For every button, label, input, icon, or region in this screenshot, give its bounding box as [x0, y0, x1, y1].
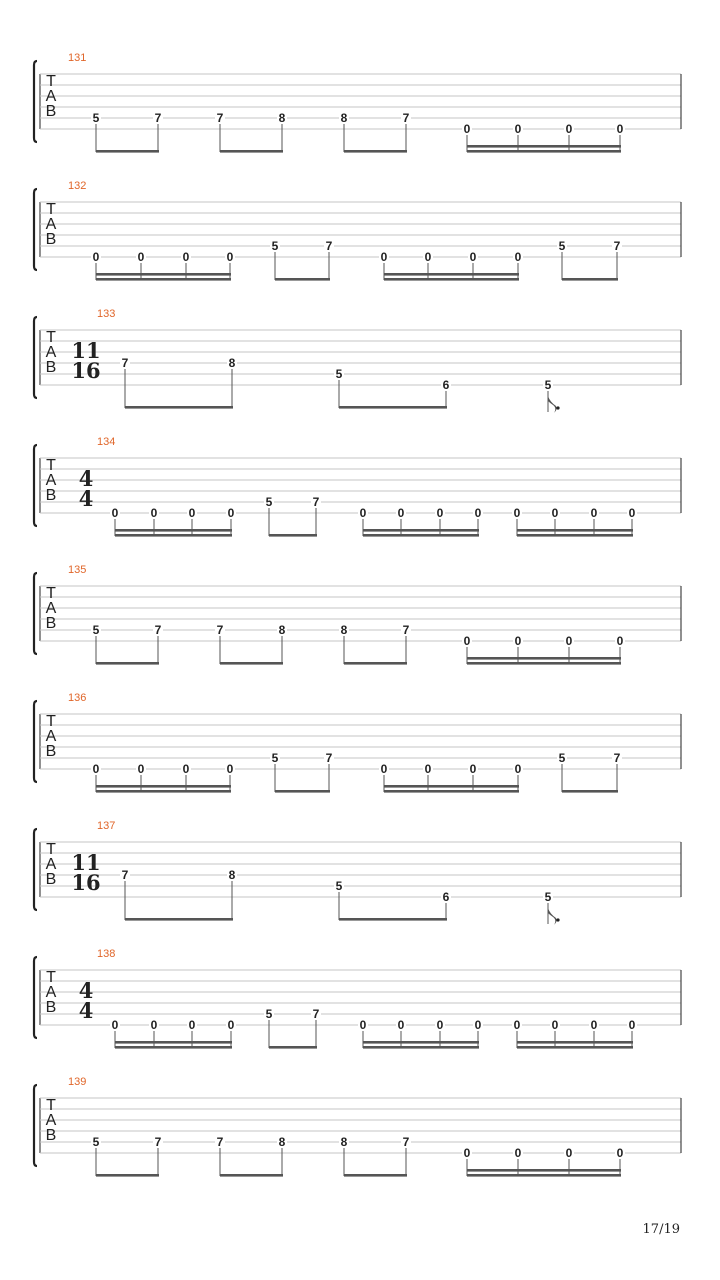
- note-beam: [467, 1169, 621, 1172]
- fret-number: 5: [92, 1135, 100, 1149]
- note-beam: [363, 1041, 479, 1044]
- page-number: 17/19: [642, 1222, 680, 1237]
- measure-number: 137: [97, 820, 116, 832]
- fret-number: 7: [402, 1135, 410, 1149]
- fret-number: 0: [92, 762, 100, 776]
- fret-number: 0: [424, 762, 432, 776]
- fret-number: 0: [463, 634, 471, 648]
- system-bracket: [34, 1085, 37, 1166]
- tab-clef-letter: A: [45, 216, 57, 233]
- time-signature-digit: 11: [71, 850, 101, 875]
- measure-number: 133: [97, 308, 116, 320]
- note-beam: [467, 1174, 621, 1177]
- fret-number: 0: [514, 634, 522, 648]
- note-beam: [363, 529, 479, 532]
- fret-number: 0: [188, 1018, 196, 1032]
- fret-number: 0: [92, 250, 100, 264]
- fret-number: 0: [514, 762, 522, 776]
- note-beam: [517, 534, 633, 537]
- fret-number: 7: [312, 1007, 320, 1021]
- fret-number: 0: [616, 1146, 624, 1160]
- tab-clef-letter: T: [46, 585, 56, 602]
- fret-number: 0: [474, 1018, 482, 1032]
- tab-clef-letter: T: [46, 841, 56, 858]
- measure-number: 134: [97, 436, 116, 448]
- note-beam: [125, 406, 233, 409]
- note-beam: [384, 790, 519, 793]
- fret-number: 0: [590, 1018, 598, 1032]
- note-beam: [96, 790, 231, 793]
- measure-number: 136: [68, 692, 87, 704]
- note-beam: [275, 278, 330, 281]
- tab-clef-letter: T: [46, 73, 56, 90]
- measure-number: 139: [68, 1076, 87, 1088]
- fret-number: 0: [436, 506, 444, 520]
- fret-number: 8: [340, 623, 348, 637]
- system-bracket: [34, 829, 37, 910]
- note-beam: [115, 1041, 232, 1044]
- system-bracket: [34, 61, 37, 142]
- fret-number: 7: [121, 868, 129, 882]
- fret-number: 7: [121, 356, 129, 370]
- fret-number: 0: [137, 250, 145, 264]
- fret-number: 5: [271, 751, 279, 765]
- note-flag: [548, 396, 557, 413]
- note-beam: [517, 529, 633, 532]
- measure-number: 132: [68, 180, 87, 192]
- fret-number: 0: [397, 1018, 405, 1032]
- tab-clef-letter: B: [45, 999, 57, 1016]
- staff-system: [34, 52, 681, 153]
- note-beam: [96, 1174, 159, 1177]
- note-beam: [96, 278, 231, 281]
- note-beam: [220, 150, 283, 153]
- fret-number: 7: [216, 111, 224, 125]
- tab-clef-letter: B: [45, 1127, 57, 1144]
- tab-clef-letter: B: [45, 743, 57, 760]
- note-beam: [344, 662, 407, 665]
- time-signature-digit: 4: [78, 466, 94, 491]
- note-beam: [220, 662, 283, 665]
- staff-system: [34, 180, 681, 281]
- note-beam: [344, 150, 407, 153]
- note-beam: [363, 534, 479, 537]
- fret-number: 5: [335, 879, 343, 893]
- note-beam: [339, 918, 447, 921]
- fret-number: 8: [340, 1135, 348, 1149]
- tab-clef-letter: T: [46, 457, 56, 474]
- fret-number: 5: [335, 367, 343, 381]
- time-signature-digit: 4: [78, 978, 94, 1003]
- note-beam: [467, 150, 621, 153]
- fret-number: 0: [111, 1018, 119, 1032]
- note-beam: [269, 534, 317, 537]
- note-beam: [339, 406, 447, 409]
- fret-number: 7: [613, 239, 621, 253]
- fret-number: 0: [565, 1146, 573, 1160]
- fret-number: 5: [544, 378, 552, 392]
- tab-clef-letter: B: [45, 871, 57, 888]
- fret-number: 0: [551, 1018, 559, 1032]
- tab-clef-letter: T: [46, 1097, 56, 1114]
- fret-number: 0: [513, 506, 521, 520]
- note-beam: [467, 662, 621, 665]
- dotted-note-dot: [556, 406, 559, 409]
- fret-number: 0: [188, 506, 196, 520]
- fret-number: 0: [150, 1018, 158, 1032]
- fret-number: 0: [628, 1018, 636, 1032]
- fret-number: 0: [469, 250, 477, 264]
- staff-system: [34, 820, 681, 925]
- note-beam: [115, 529, 232, 532]
- fret-number: 0: [514, 250, 522, 264]
- fret-number: 0: [359, 1018, 367, 1032]
- fret-number: 0: [359, 506, 367, 520]
- note-beam: [269, 1046, 317, 1049]
- tab-clef-letter: B: [45, 103, 57, 120]
- note-flag: [548, 908, 557, 925]
- fret-number: 8: [278, 623, 286, 637]
- tab-clef-letter: A: [45, 88, 57, 105]
- fret-number: 0: [628, 506, 636, 520]
- fret-number: 0: [182, 762, 190, 776]
- note-beam: [96, 273, 231, 276]
- tab-clef-letter: B: [45, 231, 57, 248]
- measure-number: 135: [68, 564, 87, 576]
- fret-number: 0: [513, 1018, 521, 1032]
- tab-clef-letter: B: [45, 359, 57, 376]
- staff-system: [34, 1076, 681, 1177]
- fret-number: 0: [463, 1146, 471, 1160]
- tab-clef-letter: A: [45, 1112, 57, 1129]
- fret-number: 5: [265, 495, 273, 509]
- time-signature-digit: 4: [78, 998, 94, 1023]
- tab-clef-letter: A: [45, 984, 57, 1001]
- tab-clef-letter: A: [45, 472, 57, 489]
- system-bracket: [34, 317, 37, 398]
- fret-number: 0: [616, 634, 624, 648]
- measure-number: 138: [97, 948, 116, 960]
- fret-number: 6: [442, 378, 450, 392]
- system-bracket: [34, 957, 37, 1038]
- note-beam: [275, 790, 330, 793]
- note-beam: [220, 1174, 283, 1177]
- tab-clef-letter: T: [46, 713, 56, 730]
- time-signature-digit: 16: [71, 870, 101, 895]
- note-beam: [125, 918, 233, 921]
- note-beam: [96, 662, 159, 665]
- fret-number: 7: [154, 623, 162, 637]
- fret-number: 0: [565, 122, 573, 136]
- fret-number: 0: [227, 506, 235, 520]
- fret-number: 0: [150, 506, 158, 520]
- staff-system: [34, 436, 681, 537]
- fret-number: 7: [325, 751, 333, 765]
- dotted-note-dot: [556, 918, 559, 921]
- fret-number: 7: [402, 111, 410, 125]
- system-bracket: [34, 445, 37, 526]
- fret-number: 5: [265, 1007, 273, 1021]
- note-beam: [467, 657, 621, 660]
- fret-number: 0: [380, 250, 388, 264]
- note-beam: [363, 1046, 479, 1049]
- fret-number: 5: [92, 623, 100, 637]
- fret-number: 5: [92, 111, 100, 125]
- fret-number: 0: [565, 634, 573, 648]
- fret-number: 0: [514, 122, 522, 136]
- note-beam: [96, 150, 159, 153]
- tab-clef-letter: A: [45, 344, 57, 361]
- tab-clef-letter: B: [45, 615, 57, 632]
- note-beam: [562, 790, 618, 793]
- measure-number: 131: [68, 52, 87, 64]
- staff-system: [34, 692, 681, 793]
- fret-number: 0: [182, 250, 190, 264]
- tab-clef-letter: A: [45, 856, 57, 873]
- note-beam: [115, 534, 232, 537]
- fret-number: 0: [137, 762, 145, 776]
- fret-number: 5: [271, 239, 279, 253]
- tab-clef-letter: A: [45, 600, 57, 617]
- fret-number: 5: [544, 890, 552, 904]
- fret-number: 0: [226, 762, 234, 776]
- fret-number: 8: [340, 111, 348, 125]
- system-bracket: [34, 573, 37, 654]
- tab-clef-letter: A: [45, 728, 57, 745]
- staff-system: [34, 948, 681, 1049]
- fret-number: 0: [424, 250, 432, 264]
- fret-number: 8: [278, 1135, 286, 1149]
- time-signature-digit: 4: [78, 486, 94, 511]
- fret-number: 8: [278, 111, 286, 125]
- note-beam: [467, 145, 621, 148]
- fret-number: 5: [558, 239, 566, 253]
- fret-number: 7: [402, 623, 410, 637]
- note-beam: [96, 785, 231, 788]
- fret-number: 7: [216, 623, 224, 637]
- fret-number: 0: [616, 122, 624, 136]
- note-beam: [384, 278, 519, 281]
- note-beam: [562, 278, 618, 281]
- fret-number: 0: [590, 506, 598, 520]
- fret-number: 7: [312, 495, 320, 509]
- fret-number: 0: [474, 506, 482, 520]
- fret-number: 8: [228, 868, 236, 882]
- fret-number: 0: [551, 506, 559, 520]
- note-beam: [384, 273, 519, 276]
- fret-number: 7: [216, 1135, 224, 1149]
- fret-number: 7: [325, 239, 333, 253]
- fret-number: 0: [111, 506, 119, 520]
- fret-number: 0: [436, 1018, 444, 1032]
- staff-system: [34, 308, 681, 413]
- fret-number: 0: [380, 762, 388, 776]
- note-beam: [384, 785, 519, 788]
- fret-number: 0: [227, 1018, 235, 1032]
- tab-clef-letter: T: [46, 329, 56, 346]
- system-bracket: [34, 189, 37, 270]
- note-beam: [517, 1041, 633, 1044]
- time-signature-digit: 11: [71, 338, 101, 363]
- note-beam: [517, 1046, 633, 1049]
- system-bracket: [34, 701, 37, 782]
- fret-number: 7: [154, 1135, 162, 1149]
- note-beam: [344, 1174, 407, 1177]
- tab-clef-letter: B: [45, 487, 57, 504]
- tab-clef-letter: T: [46, 201, 56, 218]
- fret-number: 0: [463, 122, 471, 136]
- fret-number: 0: [514, 1146, 522, 1160]
- fret-number: 5: [558, 751, 566, 765]
- fret-number: 0: [226, 250, 234, 264]
- fret-number: 8: [228, 356, 236, 370]
- time-signature-digit: 16: [71, 358, 101, 383]
- note-beam: [115, 1046, 232, 1049]
- fret-number: 7: [613, 751, 621, 765]
- fret-number: 6: [442, 890, 450, 904]
- tab-clef-letter: T: [46, 969, 56, 986]
- fret-number: 0: [397, 506, 405, 520]
- fret-number: 7: [154, 111, 162, 125]
- staff-system: [34, 564, 681, 665]
- fret-number: 0: [469, 762, 477, 776]
